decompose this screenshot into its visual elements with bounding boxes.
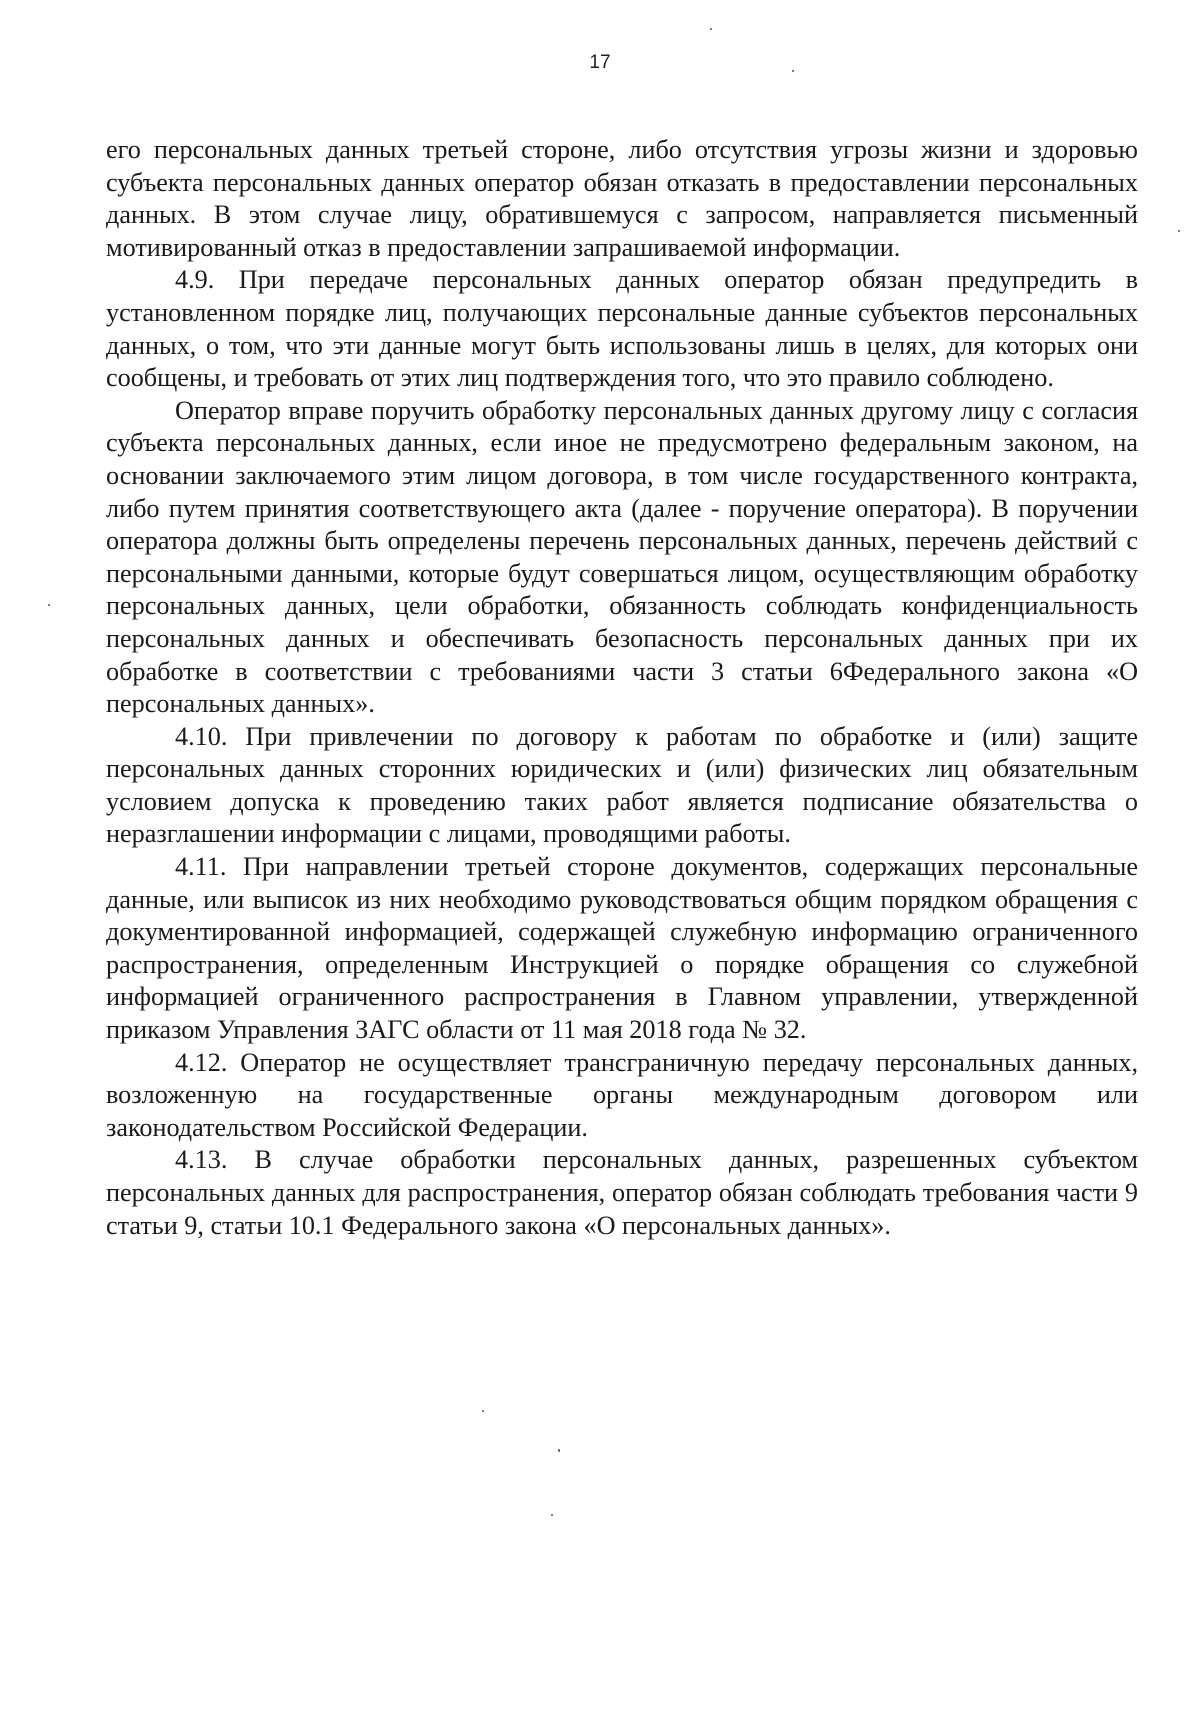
page-number: 17: [589, 52, 611, 73]
scan-speck: [792, 70, 794, 72]
paragraph-operator-assignment: Оператор вправе поручить обработку персональных данных другому лицу с согласия субъекта персональных данных, если иное не предусмотрено федеральным законом, на основании заключаемого этим лицом договора, в том числе государственного контракта, либо путем принятия соответствующего акта (далее - поручение оператора). В поручении оператора должны быть определены перечень персональных данных, перечень действий с персональными данными, которые будут совершаться лицом, осуществляющим обработку персональных данных, цели обработки, обязанность соблюдать конфиденциальность персональных данных и обеспечивать безопасность персональных данных при их обработке в соответствии с требованиями части 3 статьи 6Федерального закона «О персональных данных».: [106, 395, 1138, 719]
paragraph-4-9: 4.9. При передаче персональных данных оператор обязан предупредить в установленном порядке лиц, получающих персональные данные субъектов персональных данных, о том, что эти данные могут быть использованы лишь в целях, для которых они сообщены, и требовать от этих лиц подтверждения того, что это правило соблюдено.: [106, 265, 1138, 393]
paragraph-4-11: 4.11. При направлении третьей стороне документов, содержащих персональные данные, или выписок из них необходимо руководствоваться общим порядком обращения с документированной информацией, содержащей служебную информацию ограниченного распространения, определенным Инструкцией о порядке обращения со служебной информацией ограниченного распространения в Главном управлении, утвержденной приказом Управления ЗАГС области от 11 мая 2018 года № 32.: [106, 852, 1138, 1045]
scan-speck: [48, 604, 50, 606]
paragraph-4-10: 4.10. При привлечении по договору к работам по обработке и (или) защите персональных данных сторонних юридических и (или) физических лиц обязательным условием допуска к проведению таких работ является подписание обязательства о неразглашении информации с лицами, проводящими работы.: [106, 721, 1138, 849]
paragraph-continuation: его персональных данных третьей стороне, либо отсутствия угрозы жизни и здоровью субъекта персональных данных оператор обязан отказать в предоставлении персональных данных. В этом случае лицу, обратившемуся с запросом, направляется письменный мотивированный отказ в предоставлении запрашиваемой информации.: [106, 135, 1138, 262]
paragraph-4-13: 4.13. В случае обработки персональных данных, разрешенных субъектом персональных данных для распространения, оператор обязан соблюдать требования части 9 статьи 9, статьи 10.1 Федерального закона «О персональных данных».: [106, 1145, 1138, 1240]
scan-speck: [710, 28, 712, 30]
paragraph-4-12: 4.12. Оператор не осуществляет трансграничную передачу персональных данных, возложенную на государственные органы международным договором или законодательством Российской Федерации.: [106, 1047, 1138, 1142]
scan-speck: [482, 1410, 484, 1412]
scan-speck: [1178, 230, 1180, 232]
document-body: [106, 134, 1138, 1242]
scan-speck: [558, 1449, 560, 1452]
scan-speck: [551, 1514, 553, 1516]
